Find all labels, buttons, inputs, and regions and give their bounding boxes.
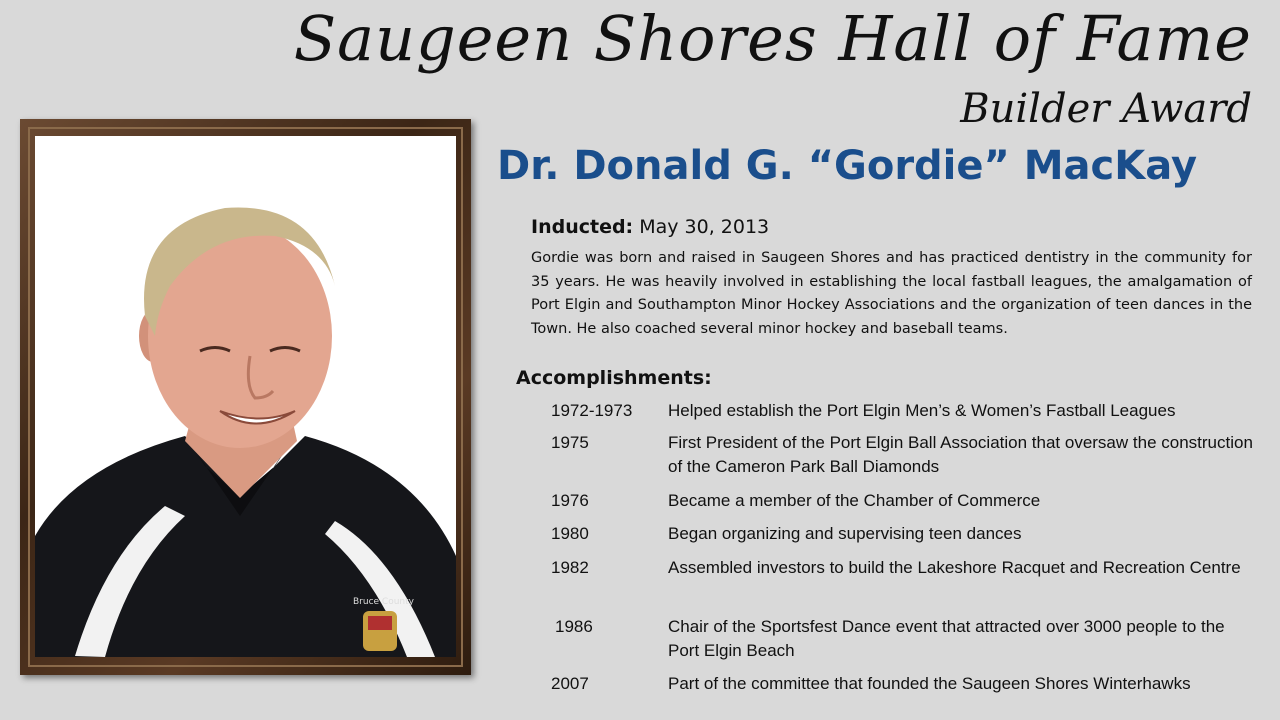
accomplishment-year: 1980 <box>551 524 589 543</box>
accomplishment-text: Assembled investors to build the Lakeshore Racquet and Recreation Centre <box>668 558 1241 577</box>
accomplishment-year: 2007 <box>551 674 589 693</box>
accomplishment-text: Part of the committee that founded the Saugeen Shores Winterhawks <box>668 674 1191 693</box>
inducted-date: May 30, 2013 <box>639 216 770 238</box>
inductee-bio: Gordie was born and raised in Saugeen Shores and has practiced dentistry in the community for 35 years. He was heavily involved in establishing the local fastball leagues, the amalgamation of Port Elgin and Southampton Minor Hockey Associations and the organization of teen dances in the Town. He also coached several minor hockey and baseball teams. <box>531 250 1252 337</box>
accomplishment-text: Became a member of the Chamber of Commerce <box>668 491 1041 510</box>
accomplishment-year: 1986 <box>555 617 593 636</box>
accomplishment-text: Began organizing and supervising teen dances <box>668 524 1022 543</box>
accomplishments-heading: Accomplishments: <box>516 367 712 389</box>
accomplishment-text: First President of the Port Elgin Ball Association that oversaw the construction of the Cameron Park Ball Diamonds <box>668 433 1253 476</box>
page-title: Saugeen Shores Hall of Fame <box>293 2 1252 75</box>
crest-text: Bruce County <box>353 597 414 607</box>
award-subtitle: Builder Award <box>960 86 1252 132</box>
accomplishment-year: 1976 <box>551 491 589 510</box>
inducted-label: Inducted: <box>531 216 634 238</box>
accomplishment-text: Helped establish the Port Elgin Men’s & Women’s Fastball Leagues <box>668 401 1176 420</box>
inducted-line <box>531 216 769 238</box>
inductee-name: Dr. Donald G. “Gordie” MacKay <box>497 143 1198 189</box>
inductee-photo <box>35 136 456 657</box>
accomplishment-year: 1982 <box>551 558 589 577</box>
accomplishment-text: Chair of the Sportsfest Dance event that attracted over 3000 people to the Port Elgin Beach <box>668 617 1225 660</box>
accomplishment-year: 1975 <box>551 433 589 452</box>
portrait-illustration <box>35 136 456 657</box>
photo-frame <box>20 119 471 675</box>
accomplishment-year: 1972-1973 <box>551 401 633 420</box>
